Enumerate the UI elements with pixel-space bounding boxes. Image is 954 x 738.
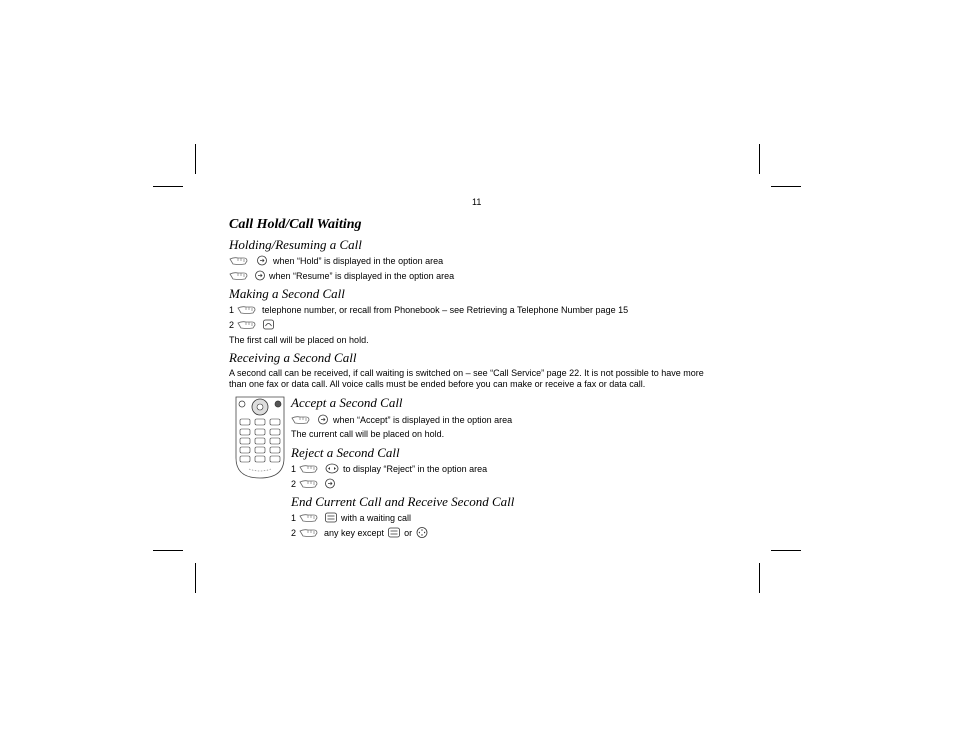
hand-press-icon xyxy=(229,270,251,281)
making-step-2 xyxy=(229,319,276,330)
making-step-1-text: telephone number, or recall from Phonebook – see Retrieving a Telephone Number page 15 xyxy=(262,304,629,315)
end-step-1-text: with a waiting call xyxy=(341,512,412,523)
right-softkey-icon xyxy=(254,270,266,281)
crop-mark xyxy=(771,550,801,551)
section-heading-holding: Holding/Resuming a Call xyxy=(229,237,362,252)
section-heading-making: Making a Second Call xyxy=(229,286,345,301)
reject-step-1-text: to display “Reject” in the option area xyxy=(343,463,488,474)
accept-note: The current call will be placed on hold. xyxy=(291,429,445,439)
end-step-2-or: or xyxy=(404,527,413,538)
crop-mark xyxy=(759,563,760,593)
navigation-key-icon xyxy=(324,463,340,474)
crop-mark xyxy=(771,186,801,187)
step-number: 2 xyxy=(291,527,297,538)
reject-step-1 xyxy=(291,463,487,474)
crop-mark xyxy=(195,144,196,174)
holding-line-1 xyxy=(229,255,443,266)
holding-line-2-text: when “Resume” is displayed in the option area xyxy=(269,270,455,281)
reject-step-2 xyxy=(291,478,336,489)
receiving-paragraph: A second call can be received, if call waiting is switched on – see “Call Service” page 22. It is not possible to have more than one fax or data call. All voice calls must be ended before you can make or receive a fax or data call. xyxy=(229,368,704,389)
accept-line-1 xyxy=(291,414,512,425)
end-key-icon xyxy=(387,527,401,538)
end-step-2 xyxy=(291,527,429,538)
hand-press-icon xyxy=(291,414,313,425)
page-number: 11 xyxy=(472,197,482,207)
right-softkey-icon xyxy=(316,414,330,425)
section-heading-reject: Reject a Second Call xyxy=(291,445,400,460)
crop-mark xyxy=(153,186,183,187)
step-number: 1 xyxy=(229,304,235,315)
making-step-1 xyxy=(229,304,628,315)
accept-line-1-text: when “Accept” is displayed in the option area xyxy=(333,414,513,425)
page-title: Call Hold/Call Waiting xyxy=(229,217,362,232)
section-heading-receiving: Receiving a Second Call xyxy=(229,350,357,365)
section-heading-end: End Current Call and Receive Second Call xyxy=(291,494,515,509)
step-number: 1 xyxy=(291,463,297,474)
step-number: 2 xyxy=(291,478,297,489)
hand-press-icon xyxy=(237,319,259,330)
call-key-icon xyxy=(262,319,276,330)
navigation-joystick-icon xyxy=(415,527,429,538)
end-step-1 xyxy=(291,512,411,523)
making-note: The first call will be placed on hold. xyxy=(229,335,369,345)
hand-press-icon xyxy=(299,478,321,489)
hand-press-icon xyxy=(299,527,321,538)
crop-mark xyxy=(759,144,760,174)
section-heading-accept: Accept a Second Call xyxy=(291,395,403,410)
hand-press-icon xyxy=(299,463,321,474)
hand-press-icon xyxy=(229,255,251,266)
right-softkey-icon xyxy=(324,478,336,489)
right-softkey-icon xyxy=(254,255,270,266)
hand-press-icon xyxy=(299,512,321,523)
end-step-2-text: any key except xyxy=(324,527,385,538)
holding-line-2 xyxy=(229,270,454,281)
phone-keypad-illustration xyxy=(235,396,285,480)
holding-line-1-text: when “Hold” is displayed in the option area xyxy=(273,255,444,266)
hand-press-icon xyxy=(237,304,259,315)
crop-mark xyxy=(153,550,183,551)
end-key-icon xyxy=(324,512,338,523)
step-number: 1 xyxy=(291,512,297,523)
step-number: 2 xyxy=(229,319,235,330)
crop-mark xyxy=(195,563,196,593)
